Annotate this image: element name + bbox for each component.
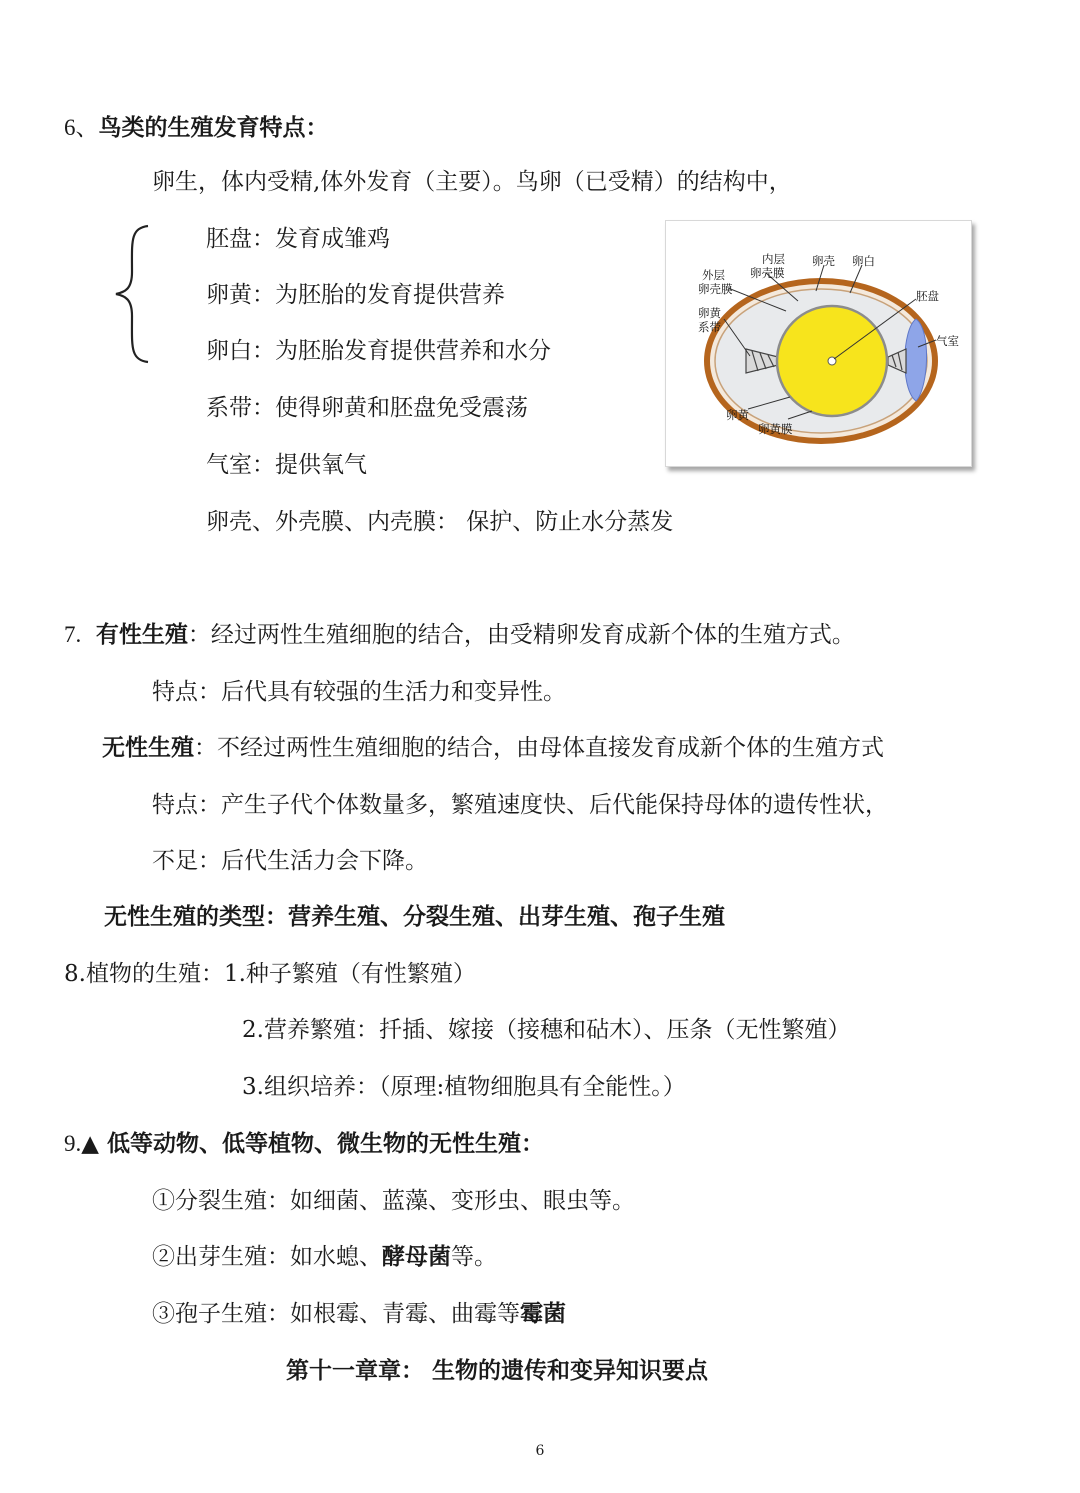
label-inner-membrane-1: 内层 (762, 254, 785, 266)
sexual-reproduction-feature: 特点：后代具有较强的生活力和变异性。 (152, 679, 566, 705)
label-yolk: 卵黄 (726, 410, 749, 422)
spore-text-a: ③孢子生殖：如根霉、青霉、曲霉等 (152, 1301, 520, 1327)
sexual-reproduction-definition: ：经过两性生殖细胞的结合，由受精卵发育成新个体的生殖方式。 (187, 622, 855, 648)
section-6-title: 鸟类的生殖发育特点： (98, 115, 329, 141)
section-8-line-3: 3.组织培养：（原理:植物细胞具有全能性。） (242, 1074, 686, 1100)
label-chalaza-2: 系带 (698, 322, 721, 334)
label-albumen: 卵白 (852, 256, 875, 268)
egg-part-air-cell: 气室：提供氧气 (206, 452, 367, 478)
budding-text-a: ②出芽生殖：如水螅、 (152, 1244, 382, 1270)
section-9-heading (64, 1129, 544, 1159)
label-outer-membrane-2: 卵壳膜 (698, 284, 733, 296)
spore-reproduction (152, 1299, 566, 1329)
sexual-reproduction-term: 有性生殖 (95, 622, 188, 648)
egg-part-chalaza: 系带：使得卵黄和胚盘免受震荡 (206, 395, 528, 421)
section-6-intro: 卵生，体内受精,体外发育（主要）。鸟卵（已受精）的结构中， (152, 169, 792, 195)
asexual-reproduction-shortcoming: 不足：后代生活力会下降。 (152, 848, 428, 874)
label-yolk-membrane: 卵黄膜 (758, 424, 793, 436)
asexual-reproduction-term: 无性生殖 (102, 735, 194, 761)
left-brace-icon (112, 222, 152, 366)
label-air-cell: 气室 (936, 336, 959, 348)
asexual-reproduction-types: 无性生殖的类型：营养生殖、分裂生殖、出芽生殖、孢子生殖 (104, 904, 725, 930)
fission-reproduction: ①分裂生殖：如细菌、蓝藻、变形虫、眼虫等。 (152, 1188, 635, 1214)
egg-part-albumen: 卵白：为胚胎发育提供营养和水分 (206, 338, 551, 364)
label-germinal-disc: 胚盘 (916, 291, 939, 303)
section-7-number: 7. (64, 622, 82, 647)
asexual-reproduction-definition: ：不经过两性生殖细胞的结合，由母体直接发育成新个体的生殖方式 (194, 735, 884, 761)
egg-diagram (666, 221, 971, 466)
egg-part-shell-membranes: 卵壳、外壳膜、内壳膜： 保护、防止水分蒸发 (206, 509, 674, 535)
budding-yeast: 酵母菌 (382, 1244, 451, 1270)
budding-reproduction (152, 1242, 497, 1272)
budding-text-c: 等。 (451, 1244, 497, 1270)
egg-part-germinal-disc: 胚盘：发育成雏鸡 (206, 226, 390, 252)
section-9-title: ▲ 低等动物、低等植物、微生物的无性生殖： (81, 1131, 544, 1157)
asexual-reproduction-feature: 特点：产生子代个体数量多，繁殖速度快、后代能保持母体的遗传性状， (152, 792, 888, 818)
label-inner-membrane-2: 卵壳膜 (750, 268, 785, 280)
spore-mold: 霉菌 (520, 1301, 566, 1327)
section-6-number: 6、 (64, 115, 99, 140)
label-shell: 卵壳 (812, 256, 835, 268)
section-6-heading (64, 113, 329, 143)
section-8-line-2: 2.营养繁殖：扦插、嫁接（接穗和砧木）、压条（无性繁殖） (242, 1017, 851, 1043)
egg-part-yolk: 卵黄：为胚胎的发育提供营养 (206, 282, 505, 308)
section-8-line-1: 8.植物的生殖：1.种子繁殖（有性繁殖） (64, 961, 476, 987)
chapter-title: 第十一章章： 生物的遗传和变异知识要点 (286, 1358, 709, 1384)
label-outer-membrane-1: 外层 (702, 270, 725, 282)
section-7-sexual (64, 620, 855, 650)
label-chalaza-1: 卵黄 (698, 308, 721, 320)
section-9-number: 9. (64, 1131, 82, 1156)
section-7-asexual (102, 733, 884, 763)
page-number: 6 (535, 1443, 545, 1459)
egg-structure-figure (665, 220, 972, 467)
